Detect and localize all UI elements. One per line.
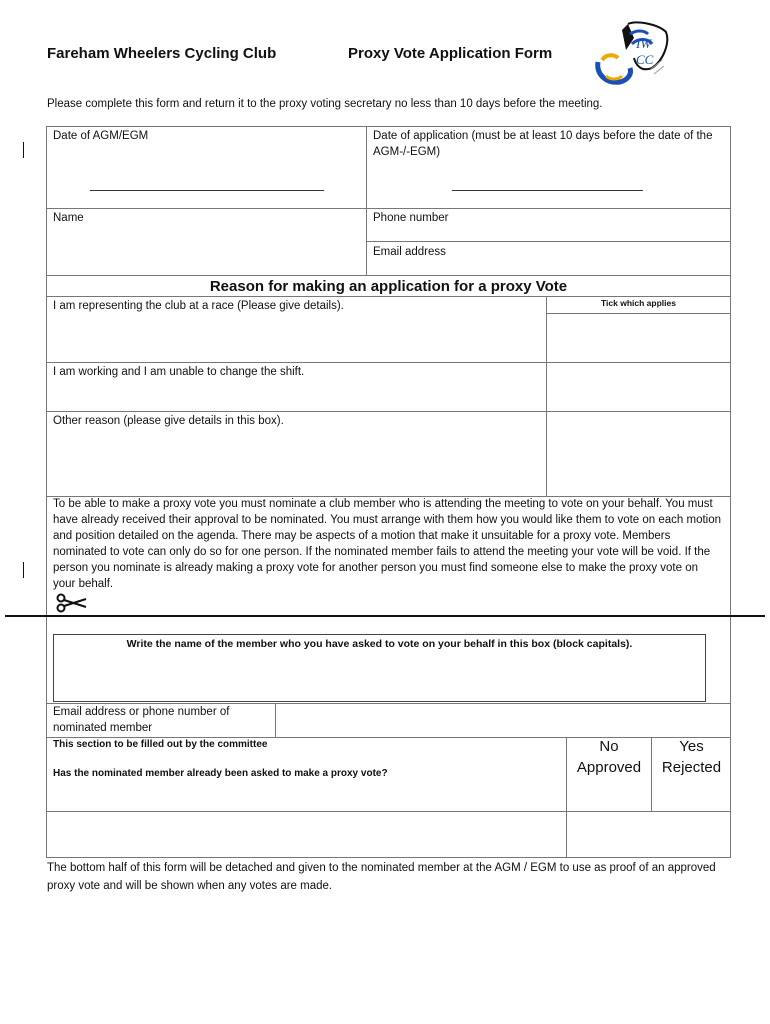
table-divider: [546, 296, 547, 496]
table-divider: [366, 241, 731, 242]
margin-mark: [23, 562, 24, 578]
col-rejected: Rejected: [661, 759, 722, 776]
table-divider: [275, 703, 276, 737]
reason-option-work: I am working and I am unable to change the shift.: [53, 366, 305, 378]
date-agm-label: Date of AGM/EGM: [53, 130, 149, 142]
footer-text: The bottom half of this form will be detached and given to the nominated member at the AGM / EGM to use as proof of an approved proxy vote and will be shown when any votes are made.: [47, 862, 716, 892]
table-divider: [46, 362, 731, 363]
date-application-label: Date of application (must be at least 10 days before the date of the AGM-/-EGM): [373, 130, 713, 158]
committee-decision-field[interactable]: [567, 812, 730, 856]
tick-box-other[interactable]: [548, 413, 730, 495]
table-divider: [546, 313, 731, 314]
fareham-wheelers-logo-icon: [592, 20, 672, 88]
contact-label: Email address or phone number of nominated member: [53, 706, 230, 734]
scissors-icon: [54, 593, 88, 613]
col-yes: Yes: [679, 738, 704, 755]
phone-field[interactable]: [367, 226, 730, 240]
email-field[interactable]: [367, 260, 730, 274]
margin-mark: [23, 142, 24, 158]
committee-notes-field[interactable]: [47, 812, 565, 856]
member-name-label: Write the name of the member who you have asked to vote on your behalf in this box (block capitals).: [126, 638, 633, 650]
form-title: Proxy Vote Application Form: [348, 45, 553, 62]
contact-field[interactable]: [277, 705, 730, 736]
instructions-text: Please complete this form and return it to the proxy voting secretary no less than 10 days before the meeting.: [47, 98, 603, 110]
name-field[interactable]: [47, 226, 365, 274]
date-agm-field[interactable]: [90, 190, 324, 191]
date-application-field[interactable]: [452, 190, 643, 191]
table-divider: [46, 296, 731, 297]
table-divider: [366, 126, 367, 275]
nomination-text: To be able to make a proxy vote you must nominate a club member who is attending the meeting to vote on your behalf. You must have already received their approval to be nominated. You must arrange with them how you would like them to vote on each motion and position detailed on the agenda. There may be aspects of a motion that make it unsuitable for a proxy vote. Members nominated to vote can only do so for one person. If the nominated member fails to attend the meeting your vote will be void. If the person you nominate is already making a proxy vote for another person you must find someone else to make the proxy vote on your behalf.: [53, 498, 722, 590]
col-no: No: [599, 738, 619, 755]
phone-label: Phone number: [373, 212, 449, 224]
reason-heading: Reason for making an application for a proxy Vote: [209, 278, 568, 295]
club-name: Fareham Wheelers Cycling Club: [47, 45, 277, 62]
table-divider: [46, 411, 731, 412]
table-divider: [46, 208, 731, 209]
svg-text:IW: IW: [636, 36, 652, 51]
club-logo: [592, 20, 672, 88]
tick-box-race[interactable]: [548, 315, 730, 361]
name-label: Name: [53, 212, 84, 224]
reason-option-other: Other reason (please give details in this box).: [53, 415, 284, 427]
tick-label: Tick which applies: [601, 298, 676, 308]
email-label: Email address: [373, 246, 446, 258]
committee-label: This section to be filled out by the committee: [53, 739, 268, 750]
committee-question: Has the nominated member already been asked to make a proxy vote?: [53, 768, 388, 779]
tick-box-work[interactable]: [548, 364, 730, 410]
svg-text:CC: CC: [636, 52, 654, 67]
col-approved: Approved: [576, 759, 642, 776]
reason-option-race: I am representing the club at a race (Please give details).: [53, 300, 344, 312]
